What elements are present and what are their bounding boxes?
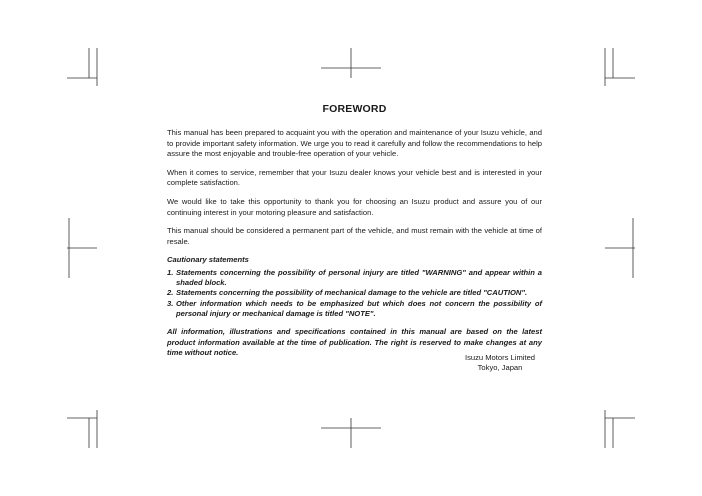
company-name: Isuzu Motors Limited [464,353,536,362]
list-item-text: Statements concerning the possibility of personal injury are titled "WARNING" and appear within a shaded block. [176,267,542,288]
thanks-paragraph: We would like to take this opportunity to thank you for choosing an Isuzu product and assure you of our continuing interest in your motoring pleasure and satisfaction. [167,196,542,217]
cautionary-list [167,268,542,319]
list-item-number: 1. [167,267,174,277]
cautionary-heading: Cautionary statements [167,255,249,265]
company-location: Tokyo, Japan [477,363,523,373]
disclaimer-paragraph: All information, illustrations and specifications contained in this manual are based on the latest product information available at the time of publication. The right is reserved to make changes at any time without notice. [167,326,542,358]
list-item [167,288,542,298]
list-item-text: Other information which needs to be emphasized but which does not concern the possibility of personal injury or mechanical damage is titled "NOTE". [176,298,542,318]
resale-paragraph: This manual should be considered a permanent part of the vehicle, and must remain with the vehicle at time of resale. [167,226,542,246]
service-paragraph: When it comes to service, remember that your Isuzu dealer knows your vehicle best and is interested in your complete satisfaction. [167,167,542,188]
list-item [167,268,542,288]
intro-paragraph: This manual has been prepared to acquaint you with the operation and maintenance of your Isuzu vehicle, and to provide important safety information. We urge you to read it carefully and follow the recommendations to help assure the most enjoyable and trouble-free operation of your vehicle. [167,128,542,159]
page-title: FOREWORD [322,103,387,115]
list-item-text: Statements concerning the possibility of mechanical damage to the vehicle are titled "CAUTION". [176,288,528,298]
list-item [167,299,542,319]
foreword-content [167,103,542,371]
list-item-number: 2. [167,288,174,298]
list-item-number: 3. [167,298,174,308]
signature-block [440,353,560,374]
